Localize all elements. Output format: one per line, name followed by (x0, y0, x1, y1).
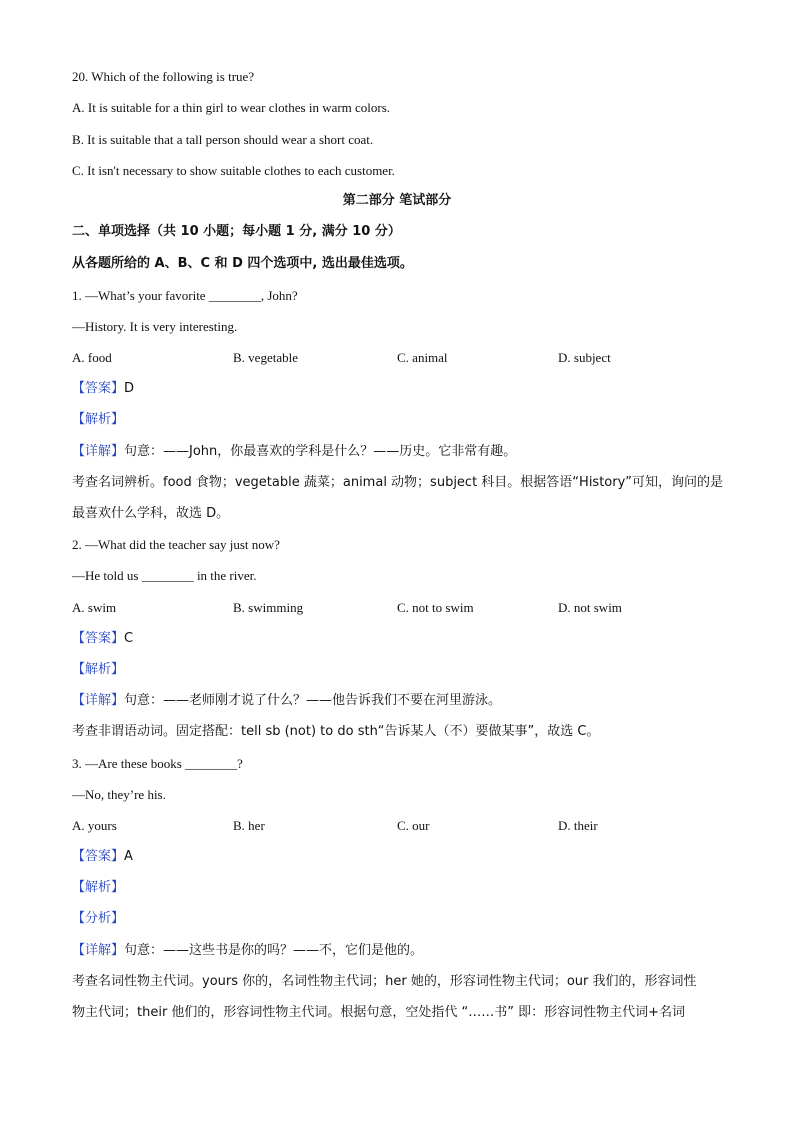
q1-stem: 1. —What’s your favorite ________, John? (72, 288, 298, 303)
detail-tag: 【详解】 (72, 444, 125, 459)
q2-reply: —He told us ________ in the river. (72, 568, 257, 583)
section-title: 二、单项选择（共 10 小题；每小题 1 分, 满分 10 分） (72, 224, 401, 239)
q1-reply: —History. It is very interesting. (72, 319, 238, 334)
q20-option-c: C. It isn't necessary to show suitable clothes to each customer. (72, 163, 395, 178)
q3-detail (72, 942, 423, 960)
q3-extra-tag: 【分析】 (72, 911, 125, 926)
q1-analysis-tag: 【解析】 (72, 412, 125, 427)
q2-option-d: D. not swim (558, 600, 622, 615)
detail-text: 句意：——John，你最喜欢的学科是什么？——历史。它非常有趣。 (124, 444, 517, 459)
answer-tag: 【答案】 (72, 381, 125, 396)
q20-option-a: A. It is suitable for a thin girl to wear clothes in warm colors. (72, 100, 391, 115)
q3-analysis-tag: 【解析】 (72, 880, 125, 895)
q3-option-b: B. her (233, 818, 265, 833)
q20-question: 20. Which of the following is true? (72, 69, 255, 84)
detail-text: 句意：——这些书是你的吗？——不，它们是他的。 (124, 943, 424, 958)
q1-option-a: A. food (72, 350, 112, 365)
q2-detail (72, 692, 501, 710)
q2-option-b: B. swimming (233, 600, 304, 615)
q3-explanation-line-2: 物主代词；their 他们的，形容词性物主代词。根据句意，空处指代 “……书” 即：形容词性物主代词+名词 (72, 1005, 686, 1020)
part-two-title: 第二部分 笔试部分 (342, 193, 452, 208)
q20-option-b: B. It is suitable that a tall person should wear a short coat. (72, 132, 374, 147)
q3-stem: 3. —Are these books ________? (72, 756, 243, 771)
q2-stem: 2. —What did the teacher say just now? (72, 537, 280, 552)
section-instruction: 从各题所给的 A、B、C 和 D 四个选项中, 选出最佳选项。 (72, 256, 413, 271)
q2-answer (72, 630, 133, 648)
answer-value: D (124, 381, 135, 396)
q3-option-d: D. their (558, 818, 598, 833)
q2-explanation-line-1: 考查非谓语动词。固定搭配：tell sb (not) to do sth“告诉某人（不）要做某事”，故选 C。 (72, 724, 600, 739)
answer-value: A (124, 849, 133, 864)
q3-option-a: A. yours (72, 818, 117, 833)
q1-option-b: B. vegetable (233, 350, 298, 365)
detail-tag: 【详解】 (72, 943, 125, 958)
answer-value: C (124, 631, 134, 646)
q1-explanation-line-1: 考查名词辨析。food 食物；vegetable 蔬菜；animal 动物；subject 科目。根据答语“History”可知，询问的是 (72, 475, 724, 490)
q1-option-d: D. subject (558, 350, 611, 365)
q1-explanation-line-2: 最喜欢什么学科，故选 D。 (72, 506, 230, 521)
detail-tag: 【详解】 (72, 693, 125, 708)
q1-answer (72, 380, 134, 398)
detail-text: 句意：——老师刚才说了什么？——他告诉我们不要在河里游泳。 (124, 693, 502, 708)
q3-option-c: C. our (397, 818, 430, 833)
answer-tag: 【答案】 (72, 631, 125, 646)
answer-tag: 【答案】 (72, 849, 125, 864)
q1-detail (72, 443, 516, 461)
q3-explanation-line-1: 考查名词性物主代词。yours 你的，名词性物主代词；her 她的，形容词性物主代词；our 我们的，形容词性 (72, 974, 697, 989)
q2-option-c: C. not to swim (397, 600, 474, 615)
q2-option-a: A. swim (72, 600, 117, 615)
q1-option-c: C. animal (397, 350, 448, 365)
q3-answer (72, 848, 133, 866)
q3-reply: —No, they’re his. (72, 787, 166, 802)
q2-analysis-tag: 【解析】 (72, 662, 125, 677)
